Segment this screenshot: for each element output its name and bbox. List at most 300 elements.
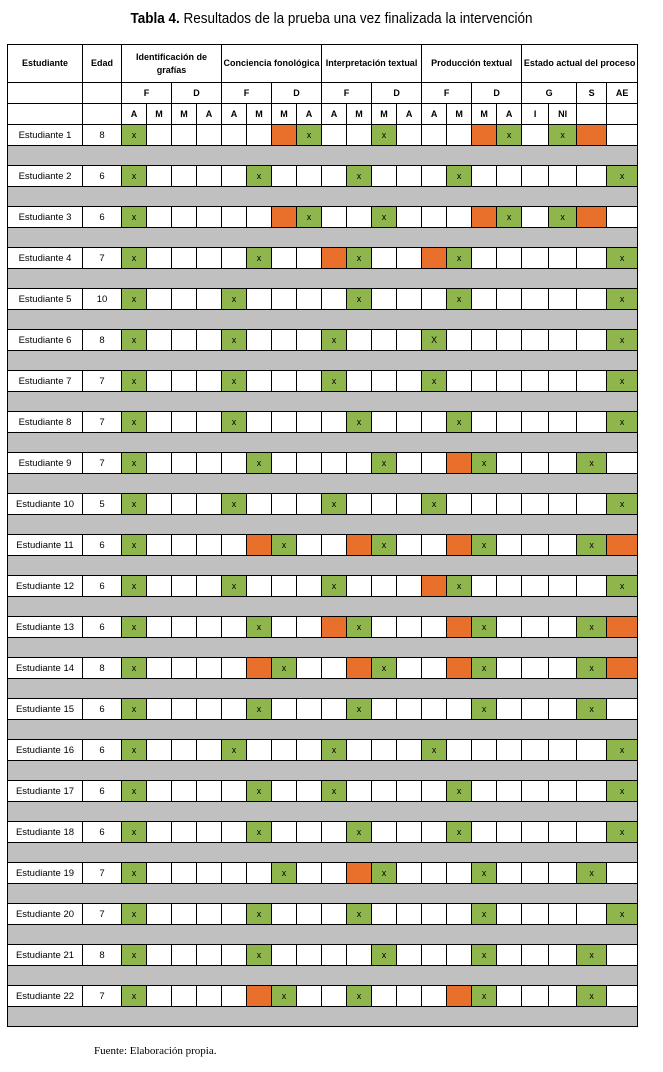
empty-cell xyxy=(172,535,197,556)
student-age: 8 xyxy=(83,945,122,966)
table-row xyxy=(8,125,638,146)
empty-cell xyxy=(372,412,397,433)
table-row xyxy=(8,248,638,269)
highlight-cell xyxy=(272,207,297,228)
empty-cell xyxy=(522,740,549,761)
empty-cell xyxy=(497,945,522,966)
mark-cell: x xyxy=(322,576,347,597)
header-identificacion: Identificación de grafías xyxy=(122,45,222,83)
empty-cell xyxy=(472,781,497,802)
empty-cell xyxy=(397,166,422,187)
mark-cell: x xyxy=(447,289,472,310)
empty-cell xyxy=(147,371,172,392)
empty-cell xyxy=(222,699,247,720)
mark-cell: x xyxy=(472,863,497,884)
separator-cell xyxy=(8,433,638,453)
results-table xyxy=(7,44,638,1027)
mark-cell: x xyxy=(577,617,607,638)
empty-cell xyxy=(322,986,347,1007)
highlight-cell xyxy=(272,125,297,146)
empty-cell xyxy=(372,904,397,925)
table-row xyxy=(8,904,638,925)
empty-cell xyxy=(522,166,549,187)
separator-row xyxy=(8,597,638,617)
empty-cell xyxy=(197,945,222,966)
empty-cell xyxy=(172,453,197,474)
empty-cell xyxy=(197,781,222,802)
empty-cell xyxy=(447,863,472,884)
empty-cell xyxy=(322,412,347,433)
empty-cell xyxy=(522,494,549,515)
empty-cell xyxy=(372,166,397,187)
empty-cell xyxy=(272,330,297,351)
table-row xyxy=(8,289,638,310)
empty-cell xyxy=(297,617,322,638)
student-name: Estudiante 10 xyxy=(8,494,83,515)
empty-cell xyxy=(172,740,197,761)
empty-cell xyxy=(497,781,522,802)
mark-cell: x xyxy=(222,412,247,433)
header-level: M xyxy=(347,104,372,125)
empty-cell xyxy=(347,371,372,392)
mark-cell: x xyxy=(122,822,147,843)
empty-cell xyxy=(347,330,372,351)
empty-cell xyxy=(607,863,638,884)
header-conciencia: Conciencia fonológica xyxy=(222,45,322,83)
mark-cell: x xyxy=(607,904,638,925)
header-estado: Estado actual del proceso xyxy=(522,45,638,83)
empty-cell xyxy=(522,453,549,474)
empty-cell xyxy=(549,412,577,433)
empty-cell xyxy=(297,986,322,1007)
highlight-cell xyxy=(322,248,347,269)
empty-cell xyxy=(472,248,497,269)
mark-cell: x xyxy=(122,740,147,761)
student-age: 6 xyxy=(83,699,122,720)
header-age: Edad xyxy=(83,45,122,83)
empty-cell xyxy=(147,248,172,269)
empty-cell xyxy=(272,781,297,802)
header-f: F xyxy=(322,83,372,104)
empty-cell xyxy=(422,617,447,638)
empty-cell xyxy=(322,945,347,966)
empty-cell xyxy=(272,289,297,310)
separator-cell xyxy=(8,720,638,740)
highlight-cell xyxy=(472,207,497,228)
student-name: Estudiante 11 xyxy=(8,535,83,556)
table-row xyxy=(8,822,638,843)
empty-cell xyxy=(577,330,607,351)
student-age: 7 xyxy=(83,412,122,433)
mark-cell: x xyxy=(347,412,372,433)
empty-cell xyxy=(447,945,472,966)
empty-cell xyxy=(497,617,522,638)
empty-cell xyxy=(297,166,322,187)
empty-cell xyxy=(422,904,447,925)
empty-cell xyxy=(549,576,577,597)
mark-cell: x xyxy=(122,986,147,1007)
mark-cell: x xyxy=(472,945,497,966)
empty-cell xyxy=(247,740,272,761)
empty-cell xyxy=(247,289,272,310)
student-name: Estudiante 1 xyxy=(8,125,83,146)
separator-row xyxy=(8,884,638,904)
header-f: F xyxy=(222,83,272,104)
empty-cell xyxy=(272,822,297,843)
empty-cell xyxy=(522,248,549,269)
separator-row xyxy=(8,515,638,535)
table-row xyxy=(8,412,638,433)
highlight-cell xyxy=(247,535,272,556)
empty-cell xyxy=(522,699,549,720)
mark-cell: x xyxy=(607,371,638,392)
student-name: Estudiante 16 xyxy=(8,740,83,761)
empty-cell xyxy=(147,166,172,187)
empty-cell xyxy=(272,617,297,638)
empty-cell xyxy=(197,863,222,884)
mark-cell: x xyxy=(247,904,272,925)
separator-row xyxy=(8,556,638,576)
table-row xyxy=(8,699,638,720)
empty-cell xyxy=(422,822,447,843)
empty-cell xyxy=(297,371,322,392)
empty-cell xyxy=(607,453,638,474)
empty-cell xyxy=(297,740,322,761)
empty-cell xyxy=(522,986,549,1007)
empty-cell xyxy=(497,371,522,392)
empty-cell xyxy=(497,330,522,351)
mark-cell: x xyxy=(549,207,577,228)
empty-cell xyxy=(422,863,447,884)
mark-cell: x xyxy=(577,945,607,966)
header-f: F xyxy=(422,83,472,104)
empty-cell xyxy=(497,904,522,925)
student-age: 10 xyxy=(83,289,122,310)
empty-cell xyxy=(422,453,447,474)
empty-cell xyxy=(172,781,197,802)
student-name: Estudiante 5 xyxy=(8,289,83,310)
empty-cell xyxy=(577,822,607,843)
separator-row xyxy=(8,966,638,986)
empty-cell xyxy=(422,166,447,187)
empty-cell xyxy=(197,412,222,433)
empty-cell xyxy=(397,535,422,556)
student-name: Estudiante 6 xyxy=(8,330,83,351)
empty-cell xyxy=(147,535,172,556)
mark-cell: x xyxy=(247,248,272,269)
student-age: 8 xyxy=(83,330,122,351)
separator-cell xyxy=(8,925,638,945)
separator-cell xyxy=(8,146,638,166)
mark-cell: x xyxy=(347,822,372,843)
empty-cell xyxy=(197,904,222,925)
mark-cell: x xyxy=(607,740,638,761)
empty-cell xyxy=(472,494,497,515)
empty-cell xyxy=(447,207,472,228)
separator-cell xyxy=(8,351,638,371)
table-row xyxy=(8,330,638,351)
mark-cell: x xyxy=(497,125,522,146)
empty-cell xyxy=(172,248,197,269)
header-level: A xyxy=(422,104,447,125)
table-row xyxy=(8,576,638,597)
highlight-cell xyxy=(607,658,638,679)
source-note: Fuente: Elaboración propia. xyxy=(94,1045,217,1057)
empty-cell xyxy=(147,822,172,843)
empty-cell xyxy=(172,576,197,597)
mark-cell: x xyxy=(347,904,372,925)
student-age: 6 xyxy=(83,740,122,761)
mark-cell: x xyxy=(347,617,372,638)
empty-cell xyxy=(322,207,347,228)
empty-cell xyxy=(197,289,222,310)
empty-cell xyxy=(297,453,322,474)
empty-cell xyxy=(147,863,172,884)
student-age: 8 xyxy=(83,125,122,146)
empty-cell xyxy=(497,986,522,1007)
mark-cell: x xyxy=(472,658,497,679)
header-level: A xyxy=(497,104,522,125)
empty-cell xyxy=(272,945,297,966)
mark-cell: x xyxy=(577,986,607,1007)
mark-cell: x xyxy=(247,822,272,843)
empty-cell xyxy=(322,863,347,884)
header-blank xyxy=(8,104,83,125)
empty-cell xyxy=(197,248,222,269)
empty-cell xyxy=(422,125,447,146)
empty-cell xyxy=(347,740,372,761)
empty-cell xyxy=(147,576,172,597)
highlight-cell xyxy=(447,535,472,556)
empty-cell xyxy=(522,781,549,802)
separator-cell xyxy=(8,802,638,822)
table-row xyxy=(8,207,638,228)
empty-cell xyxy=(372,494,397,515)
empty-cell xyxy=(372,289,397,310)
student-name: Estudiante 8 xyxy=(8,412,83,433)
empty-cell xyxy=(447,740,472,761)
empty-cell xyxy=(549,330,577,351)
mark-cell: x xyxy=(472,453,497,474)
empty-cell xyxy=(297,535,322,556)
empty-cell xyxy=(322,535,347,556)
empty-cell xyxy=(497,863,522,884)
mark-cell: x xyxy=(372,125,397,146)
separator-cell xyxy=(8,310,638,330)
empty-cell xyxy=(522,289,549,310)
separator-row xyxy=(8,925,638,945)
mark-cell: X xyxy=(422,330,447,351)
empty-cell xyxy=(222,248,247,269)
mark-cell: x xyxy=(549,125,577,146)
separator-cell xyxy=(8,638,638,658)
empty-cell xyxy=(472,822,497,843)
student-name: Estudiante 9 xyxy=(8,453,83,474)
mark-cell: x xyxy=(447,166,472,187)
empty-cell xyxy=(347,207,372,228)
empty-cell xyxy=(372,617,397,638)
empty-cell xyxy=(397,494,422,515)
empty-cell xyxy=(522,658,549,679)
student-name: Estudiante 7 xyxy=(8,371,83,392)
empty-cell xyxy=(222,453,247,474)
mark-cell: x xyxy=(422,494,447,515)
highlight-cell xyxy=(422,576,447,597)
mark-cell: x xyxy=(447,822,472,843)
highlight-cell xyxy=(422,248,447,269)
empty-cell xyxy=(172,494,197,515)
empty-cell xyxy=(197,453,222,474)
table-row xyxy=(8,658,638,679)
highlight-cell xyxy=(447,617,472,638)
empty-cell xyxy=(197,535,222,556)
empty-cell xyxy=(297,412,322,433)
mark-cell: x xyxy=(247,617,272,638)
mark-cell: x xyxy=(272,863,297,884)
empty-cell xyxy=(549,740,577,761)
empty-cell xyxy=(172,330,197,351)
empty-cell xyxy=(272,699,297,720)
empty-cell xyxy=(172,371,197,392)
empty-cell xyxy=(197,494,222,515)
empty-cell xyxy=(322,822,347,843)
separator-cell xyxy=(8,187,638,207)
empty-cell xyxy=(577,781,607,802)
empty-cell xyxy=(397,125,422,146)
empty-cell xyxy=(372,740,397,761)
empty-cell xyxy=(472,289,497,310)
header-level: A xyxy=(122,104,147,125)
header-blank xyxy=(83,104,122,125)
mark-cell: x xyxy=(447,781,472,802)
header-d: D xyxy=(372,83,422,104)
empty-cell xyxy=(549,822,577,843)
empty-cell xyxy=(147,412,172,433)
empty-cell xyxy=(549,781,577,802)
header-f: F xyxy=(122,83,172,104)
empty-cell xyxy=(197,576,222,597)
student-age: 7 xyxy=(83,863,122,884)
empty-cell xyxy=(549,453,577,474)
student-name: Estudiante 4 xyxy=(8,248,83,269)
header-level: A xyxy=(297,104,322,125)
mark-cell: x xyxy=(577,658,607,679)
empty-cell xyxy=(497,289,522,310)
student-name: Estudiante 3 xyxy=(8,207,83,228)
empty-cell xyxy=(397,576,422,597)
mark-cell: x xyxy=(247,699,272,720)
empty-cell xyxy=(472,330,497,351)
separator-cell xyxy=(8,269,638,289)
empty-cell xyxy=(577,289,607,310)
student-age: 5 xyxy=(83,494,122,515)
student-age: 6 xyxy=(83,576,122,597)
empty-cell xyxy=(422,781,447,802)
empty-cell xyxy=(472,166,497,187)
highlight-cell xyxy=(577,207,607,228)
header-level: A xyxy=(197,104,222,125)
table-row xyxy=(8,371,638,392)
separator-row xyxy=(8,310,638,330)
mark-cell: x xyxy=(472,986,497,1007)
mark-cell: x xyxy=(297,125,322,146)
mark-cell: x xyxy=(447,412,472,433)
empty-cell xyxy=(147,494,172,515)
table-row xyxy=(8,617,638,638)
highlight-cell xyxy=(322,617,347,638)
mark-cell: x xyxy=(372,453,397,474)
empty-cell xyxy=(322,125,347,146)
empty-cell xyxy=(577,494,607,515)
mark-cell: x xyxy=(607,248,638,269)
student-name: Estudiante 13 xyxy=(8,617,83,638)
separator-cell xyxy=(8,843,638,863)
student-age: 7 xyxy=(83,248,122,269)
mark-cell: x xyxy=(577,863,607,884)
empty-cell xyxy=(372,248,397,269)
empty-cell xyxy=(347,945,372,966)
empty-cell xyxy=(222,535,247,556)
mark-cell: x xyxy=(607,166,638,187)
empty-cell xyxy=(397,248,422,269)
empty-cell xyxy=(497,535,522,556)
separator-cell xyxy=(8,392,638,412)
table-caption: Resultados de la prueba una vez finalizada la intervención xyxy=(179,10,533,27)
mark-cell: x xyxy=(447,248,472,269)
empty-cell xyxy=(272,166,297,187)
empty-cell xyxy=(397,658,422,679)
mark-cell: x xyxy=(372,207,397,228)
empty-cell xyxy=(197,699,222,720)
header-level: M xyxy=(472,104,497,125)
empty-cell xyxy=(447,904,472,925)
header-row-1 xyxy=(8,45,638,83)
empty-cell xyxy=(472,371,497,392)
empty-cell xyxy=(372,699,397,720)
header-level: M xyxy=(247,104,272,125)
empty-cell xyxy=(497,699,522,720)
separator-row xyxy=(8,392,638,412)
student-name: Estudiante 22 xyxy=(8,986,83,1007)
empty-cell xyxy=(222,125,247,146)
mark-cell: x xyxy=(297,207,322,228)
table-row xyxy=(8,740,638,761)
header-level: M xyxy=(172,104,197,125)
empty-cell xyxy=(147,289,172,310)
empty-cell xyxy=(272,371,297,392)
empty-cell xyxy=(607,699,638,720)
empty-cell xyxy=(522,125,549,146)
highlight-cell xyxy=(347,658,372,679)
empty-cell xyxy=(607,207,638,228)
separator-row xyxy=(8,1007,638,1027)
header-blank xyxy=(577,104,607,125)
table-row xyxy=(8,166,638,187)
header-blank xyxy=(8,83,83,104)
mark-cell: x xyxy=(222,371,247,392)
empty-cell xyxy=(222,166,247,187)
student-age: 6 xyxy=(83,535,122,556)
mark-cell: x xyxy=(122,248,147,269)
student-name: Estudiante 21 xyxy=(8,945,83,966)
mark-cell: x xyxy=(347,699,372,720)
separator-cell xyxy=(8,884,638,904)
empty-cell xyxy=(347,453,372,474)
student-age: 7 xyxy=(83,904,122,925)
empty-cell xyxy=(297,576,322,597)
student-name: Estudiante 14 xyxy=(8,658,83,679)
empty-cell xyxy=(347,576,372,597)
